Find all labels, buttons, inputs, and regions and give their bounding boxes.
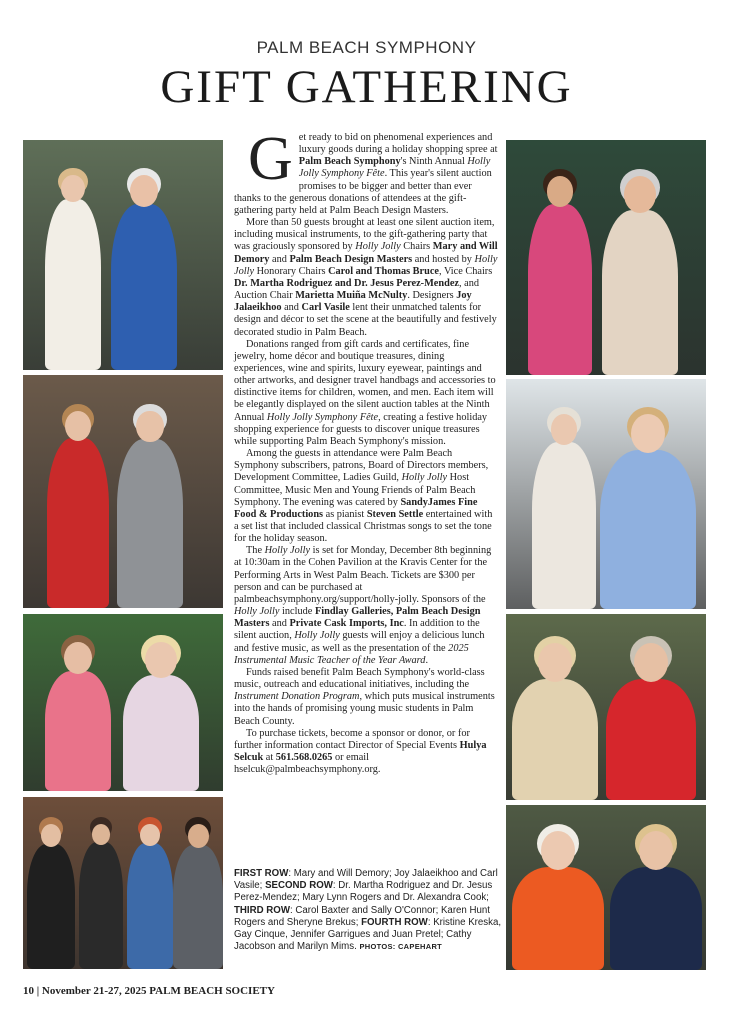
article-text-run: Joy Jalaeikhoo: [234, 290, 472, 314]
article-text-run: The: [246, 545, 265, 557]
article-text-run: , and Auction Chair: [234, 277, 479, 302]
article-text-run: , which puts musical instruments into the hands of promising young music students in Palm Beach County.: [234, 691, 495, 727]
article-text-run: Donations ranged from gift cards and certificates, fine jewelry, home décor and boutique treasures, dining experiences, wine and spirits, luxury eyewear, paintings and other artworks, and designer travel handbags and accessories to distinctive items for children, women, and men. Each item will be elegantly displayed on the silent auction tables at the Ninth Annual: [234, 338, 496, 423]
article-text-run: et ready to bid on phenomenal experiences and luxury goods during a holiday shopping spree at: [298, 132, 498, 156]
person-body: [127, 843, 173, 969]
caption-row-label: FIRST ROW: [234, 868, 289, 879]
article-text-run: lent their unmatched talents for design and décor to set the scene at the beautifully and festively decorated studio in Palm Beach.: [234, 302, 497, 338]
person-body: [45, 671, 111, 791]
article-text-run: is set for Monday, December 8th beginning at 10:30am in the Cohen Pavilion at the Kravis Center for the Performing Arts in West Palm Beach. Tickets are $300 per person and can be purchased at palmbeachsymphony.org/support/holly-jolly. Sponsors of the: [234, 545, 492, 605]
person-body: [123, 675, 199, 791]
photo-mary-will-demory: [23, 140, 223, 370]
person-body: [512, 867, 604, 970]
article-paragraph: [234, 545, 498, 667]
person-body: [79, 842, 123, 969]
article-text-run: entertained with a set list that included classical Christmas songs to set the tone for the holiday season.: [234, 508, 493, 545]
person-face: [547, 176, 574, 207]
article-text-run: Among the guests in attendance were Palm Beach Symphony subscribers, patrons, Board of Directors members, Development Committee, Ladies Guild,: [234, 448, 489, 484]
person-face: [541, 831, 575, 870]
person-body: [532, 442, 596, 609]
caption-row-names: : Carol Baxter and Sally O'Connor; Karen Hunt Rogers and Sheryne Brekus;: [234, 904, 490, 928]
article-text-run: 2025 Instrumental Music Teacher of the Year Award: [234, 642, 469, 666]
article-paragraph: [234, 448, 498, 545]
article-text-run: and: [269, 253, 290, 265]
article-text-run: Carol and Thomas Bruce: [328, 265, 439, 277]
person-body: [27, 844, 75, 969]
person-face: [631, 414, 665, 453]
article-text-run: Holly Jolly: [294, 630, 340, 642]
photo-credit: PHOTOS: CAPEHART: [359, 942, 443, 952]
person-body: [512, 679, 598, 800]
article-text-run: Palm Beach Symphony: [298, 156, 401, 168]
person-face: [624, 176, 656, 213]
article-text-run: Steven Settle: [366, 508, 424, 520]
article-paragraph: [234, 667, 498, 728]
article-paragraph: [234, 339, 498, 448]
page-folio: 10 | November 21-27, 2025 PALM BEACH SOCIETY: [23, 985, 275, 997]
article-text-run: , Vice Chairs: [439, 265, 493, 277]
person-body: [117, 439, 183, 608]
person-face: [130, 175, 158, 207]
drop-cap: G: [248, 125, 293, 193]
article-text-run: Holly Jolly: [234, 253, 498, 277]
person-body: [602, 210, 678, 375]
caption-row-label: THIRD ROW: [234, 904, 290, 916]
article-text-run: guests will enjoy a delicious lunch and festive music, as well as the presentation of the: [234, 630, 485, 654]
article-text-run: Host Committee, Music Men and Young Friends of Palm Beach Symphony. The evening was catered by: [234, 472, 476, 508]
person-body: [600, 450, 696, 609]
article-text-run: . In addition to the silent auction,: [234, 618, 480, 642]
person-face: [136, 411, 164, 443]
article-text-run: Honorary Chairs: [254, 265, 329, 277]
article-text-run: 's Ninth Annual: [400, 156, 468, 168]
article-text-run: or email hselcuk@palmbeachsymphony.org.: [234, 751, 381, 776]
article-text-run: . Designers: [407, 290, 457, 302]
person-face: [61, 175, 85, 202]
person-body: [606, 679, 696, 800]
article-text-run: Dr. Martha Rodriguez and Dr. Jesus Perez-Mendez: [234, 277, 459, 289]
page-title: GIFT GATHERING: [160, 61, 573, 113]
article-text-run: and: [281, 302, 302, 314]
article-paragraph: [234, 217, 498, 339]
person-face: [188, 824, 209, 848]
article-text-run: Holly Jolly: [355, 241, 401, 253]
person-body: [47, 438, 109, 608]
person-body: [528, 204, 592, 375]
article-text-run: Private Cask Imports, Inc: [289, 618, 404, 630]
article-text-run: Chairs: [400, 241, 433, 253]
article-text-run: Holly Jolly: [234, 606, 280, 618]
article-text-run: To purchase tickets, become a sponsor or donor, or for further information contact Director of Special Events: [234, 727, 470, 751]
article-text-run: Hulya Selcuk: [234, 739, 487, 763]
article-text-run: More than 50 guests brought at least one silent auction item, including musical instruments, to the gift-gathering party that was graciously sponsored by: [234, 217, 495, 253]
caption-row-names: : Kristine Kreska, Gay Cinque, Jennifer Garrigues and Juan Pretel; Cathy Jacobson and Marilyn Mims.: [234, 916, 502, 953]
photo-cathy-jacobson-marilyn-mims: [506, 805, 706, 970]
article-text-run: . This year's silent auction promises to be bigger and better than ever thanks to the generous donations of attendees at the gift-gathering party held at Palm Beach Design Masters.: [234, 168, 492, 216]
article-text-run: as pianist: [323, 508, 367, 520]
photo-joy-jalaeikhoo-carl-vasile: [506, 140, 706, 375]
photo-martha-rodriguez-jesus-perez-mendez: [23, 375, 223, 608]
article-text-run: at: [263, 751, 276, 763]
person-body: [111, 204, 177, 370]
caption-row-names: : Mary and Will Demory; Joy Jalaeikhoo and Carl Vasile;: [234, 868, 498, 892]
person-face: [639, 831, 673, 870]
article-text-run: include: [279, 606, 315, 618]
caption-row-names: : Dr. Martha Rodriguez and Dr. Jesus Perez-Mendez; Mary Lynn Rogers and Dr. Alexandra Cook;: [234, 880, 493, 904]
article-text-run: Mary and Will Demory: [234, 241, 498, 265]
article-text-run: Marietta Muiña McNulty: [295, 290, 408, 302]
article-text-run: Findlay Galleries, Palm Beach Design Masters: [234, 606, 481, 630]
photo-captions: [234, 868, 502, 953]
caption-row-label: SECOND ROW: [265, 880, 333, 892]
person-face: [538, 643, 572, 682]
photo-mary-lynn-rogers-alexandra-cook: [506, 379, 706, 609]
article-text-run: Holly Jolly Symphony Fête: [266, 411, 379, 423]
article-text-run: SandyJames Fine Food & Productions: [234, 496, 478, 520]
article-text-run: Carl Vasile: [301, 302, 350, 314]
person-body: [610, 867, 702, 970]
article-text-run: Palm Beach Design Masters: [289, 253, 413, 265]
person-face: [140, 824, 159, 846]
article-text-run: 561.568.0265: [275, 751, 333, 763]
person-face: [145, 642, 177, 679]
photo-karen-hunt-rogers-sheryne-brekus: [506, 614, 706, 800]
caption-row-label: FOURTH ROW: [361, 916, 428, 928]
photo-fourth-row-group: [23, 797, 223, 969]
article-text-run: Funds raised benefit Palm Beach Symphony's world-class music, outreach and educational initiatives, including the: [234, 666, 485, 691]
article-text-run: Holly Jolly: [401, 472, 448, 484]
article-paragraph: [234, 728, 498, 777]
photo-carol-baxter-sally-oconnor: [23, 614, 223, 791]
article-text-run: Holly Jolly Symphony Fête: [298, 156, 491, 180]
article-text-run: and hosted by: [412, 253, 475, 265]
person-body: [173, 845, 223, 969]
article-text-run: Holly Jolly: [264, 545, 311, 557]
article-text-run: Instrument Donation Program: [234, 691, 360, 703]
person-face: [65, 411, 91, 441]
person-face: [634, 643, 668, 682]
person-body: [45, 199, 101, 370]
article-text-run: , creating a festive holiday shopping experience for guests to discover unique treasures while supporting Palm Beach Symphony's mission.: [234, 411, 488, 447]
article-text-run: .: [425, 654, 429, 666]
article-text-run: and: [269, 618, 290, 630]
person-face: [64, 642, 92, 674]
article-body: [234, 125, 498, 776]
kicker: PALM BEACH SYMPHONY: [256, 38, 477, 57]
